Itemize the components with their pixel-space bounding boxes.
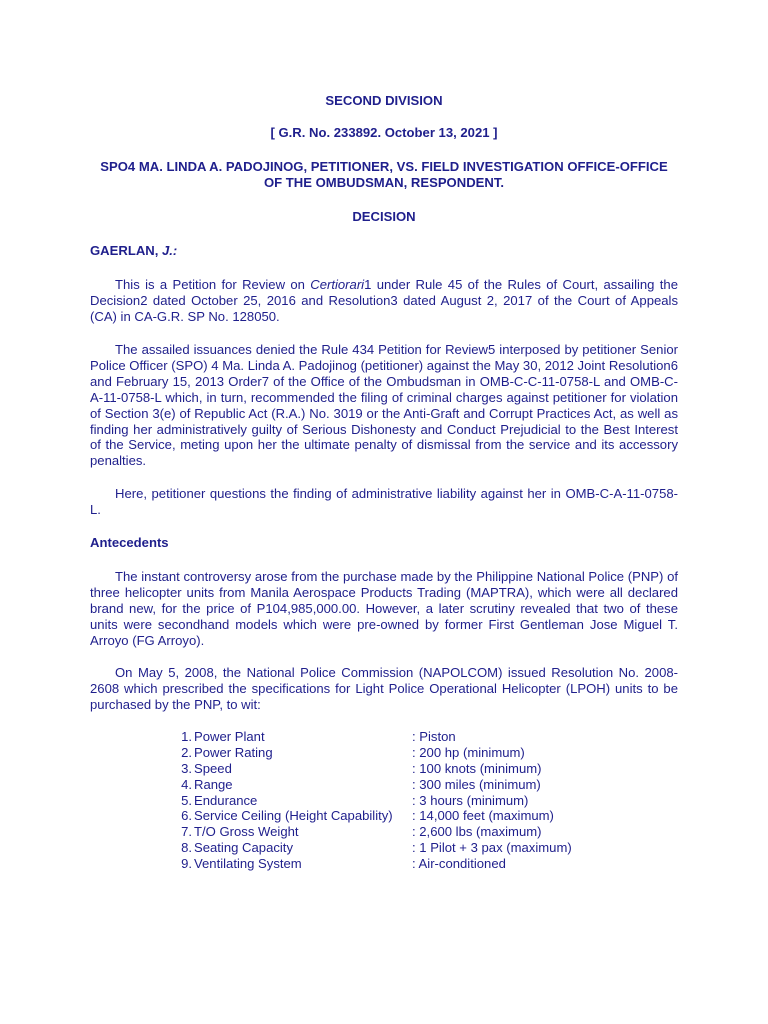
paragraph-1: [90, 277, 678, 325]
case-number: [ G.R. No. 233892. October 13, 2021 ]: [270, 125, 498, 140]
division-heading: SECOND DIVISION: [325, 93, 443, 108]
spec-name: Power Rating: [194, 744, 273, 760]
ponente-name: GAERLAN,: [90, 243, 163, 258]
spec-row: [178, 729, 598, 745]
paragraph-2: The assailed issuances denied the Rule 434 Petition for Review5 interposed by petitioner Senior Police Officer (SPO) 4 Ma. Linda A. Padojinog (petitioner) against the May 30, 2012 Joint Resolution6 and February 15, 2013 Order7 of the Office of the Ombudsman in OMB-C-C-11-0758-L and OMB-C-A-11-0758-L which, in turn, recommended the filing of criminal charges against petitioner for violation of Section 3(e) of Republic Act (R.A.) No. 3019 or the Anti-Graft and Corrupt Practices Act, as well as finding her administratively guilty of Serious Dishonesty and Conduct Prejudicial to the Best Interest of the Service, meting upon her the ultimate penalty of dismissal from the service and its accessory penalties.: [90, 342, 678, 469]
specifications-list: [178, 729, 598, 872]
spec-number: 6.: [181, 808, 192, 824]
paragraph-3: Here, petitioner questions the finding of administrative liability against her in OMB-C-A-11-0758-L.: [90, 486, 678, 517]
spec-number: 4.: [181, 776, 192, 792]
paragraph-4: The instant controversy arose from the purchase made by the Philippine National Police (PNP) of three helicopter units from Manila Aerospace Products Trading (MAPTRA), which were all declared brand new, for the price of P104,985,000.00. However, a later scrutiny revealed that two of these units were secondhand models which were pre-owned by former First Gentleman Jose Miguel T. Arroyo (FG Arroyo).: [90, 569, 678, 648]
paragraph-1-part-b: 1 under Rule 45 of the Rules of Court, assailing the Decision2 dated October 25, 2016 and Resolution3 dated August 2, 2017 of the Court of Appeals (CA) in CA-G.R. SP No. 128050.: [90, 277, 679, 324]
spec-name: T/O Gross Weight: [194, 824, 299, 840]
spec-number: 1.: [181, 729, 192, 744]
spec-value: : 300 miles (minimum): [412, 776, 541, 792]
spec-name: Speed: [194, 760, 232, 776]
spec-value: : 200 hp (minimum): [412, 744, 525, 760]
spec-row: [178, 793, 598, 809]
paragraph-5: On May 5, 2008, the National Police Commission (NAPOLCOM) issued Resolution No. 2008-2608 which prescribed the specifications for Light Police Operational Helicopter (LPOH) units to be purchased by the PNP, to wit:: [90, 665, 678, 712]
spec-number: 5.: [181, 792, 192, 808]
spec-number: 3.: [181, 760, 192, 776]
spec-value: : 1 Pilot + 3 pax (maximum): [412, 840, 572, 856]
spec-row: [178, 856, 598, 872]
spec-name: Power Plant: [194, 729, 265, 744]
paragraph-1-part-a: This is a Petition for Review on: [115, 277, 311, 292]
spec-number: 8.: [181, 840, 192, 856]
decision-heading: DECISION: [352, 209, 416, 224]
spec-value: : 100 knots (minimum): [412, 760, 542, 776]
spec-row: [178, 840, 598, 856]
spec-row: [178, 808, 598, 824]
spec-name: Endurance: [194, 792, 258, 808]
spec-name: Seating Capacity: [194, 840, 293, 856]
spec-value: : 2,600 lbs (maximum): [412, 824, 542, 840]
spec-row: [178, 745, 598, 761]
spec-name: Ventilating System: [194, 856, 302, 872]
spec-number: 9.: [181, 856, 192, 872]
paragraph-1-italic: Certiorari: [310, 277, 365, 292]
spec-value: : Air-conditioned: [412, 856, 506, 872]
spec-number: 2.: [181, 744, 192, 760]
spec-row: [178, 777, 598, 793]
spec-name: Service Ceiling (Height Capability): [194, 808, 393, 824]
spec-value: : 14,000 feet (maximum): [412, 808, 554, 824]
spec-value: : Piston: [412, 729, 456, 744]
ponente: [90, 243, 177, 259]
antecedents-heading: Antecedents: [90, 535, 169, 550]
spec-row: [178, 824, 598, 840]
case-parties: SPO4 MA. LINDA A. PADOJINOG, PETITIONER, VS. FIELD INVESTIGATION OFFICE-OFFICE OF THE OMBUDSMAN, RESPONDENT.: [100, 159, 668, 190]
ponente-suffix: J.:: [162, 243, 178, 258]
spec-number: 7.: [181, 824, 192, 840]
spec-name: Range: [194, 776, 233, 792]
spec-row: [178, 761, 598, 777]
spec-value: : 3 hours (minimum): [412, 792, 529, 808]
